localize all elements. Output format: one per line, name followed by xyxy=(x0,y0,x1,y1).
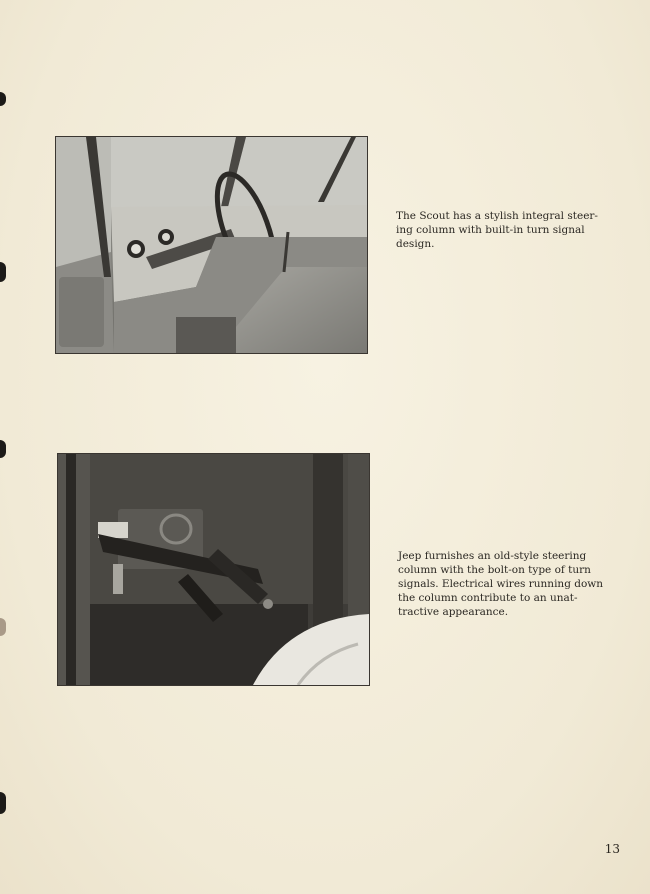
binder-hole xyxy=(0,92,6,106)
page-number: 13 xyxy=(604,842,620,856)
caption-line: The Scout has a stylish integral steer- xyxy=(396,210,598,222)
jeep-steering-photo-image xyxy=(58,454,369,685)
caption-line: signals. Electrical wires running down xyxy=(398,578,604,590)
caption-line: ing column with built-in turn signal xyxy=(396,224,585,236)
caption-line: Jeep furnishes an old-style steering xyxy=(398,550,587,562)
caption-line: column with the bolt-on type of turn xyxy=(398,564,591,576)
scout-interior-photo xyxy=(55,136,368,354)
jeep-interior-photo xyxy=(57,453,370,686)
binder-hole xyxy=(0,618,6,636)
binder-hole xyxy=(0,262,6,282)
caption-line: design. xyxy=(396,238,435,250)
caption-line: tractive appearance. xyxy=(398,606,509,618)
binder-hole xyxy=(0,792,6,814)
jeep-caption xyxy=(398,549,609,619)
scout-dashboard-photo-image xyxy=(56,137,367,353)
binder-hole xyxy=(0,440,6,458)
caption-line: the column contribute to an unat- xyxy=(398,592,578,604)
scout-caption xyxy=(396,209,608,251)
